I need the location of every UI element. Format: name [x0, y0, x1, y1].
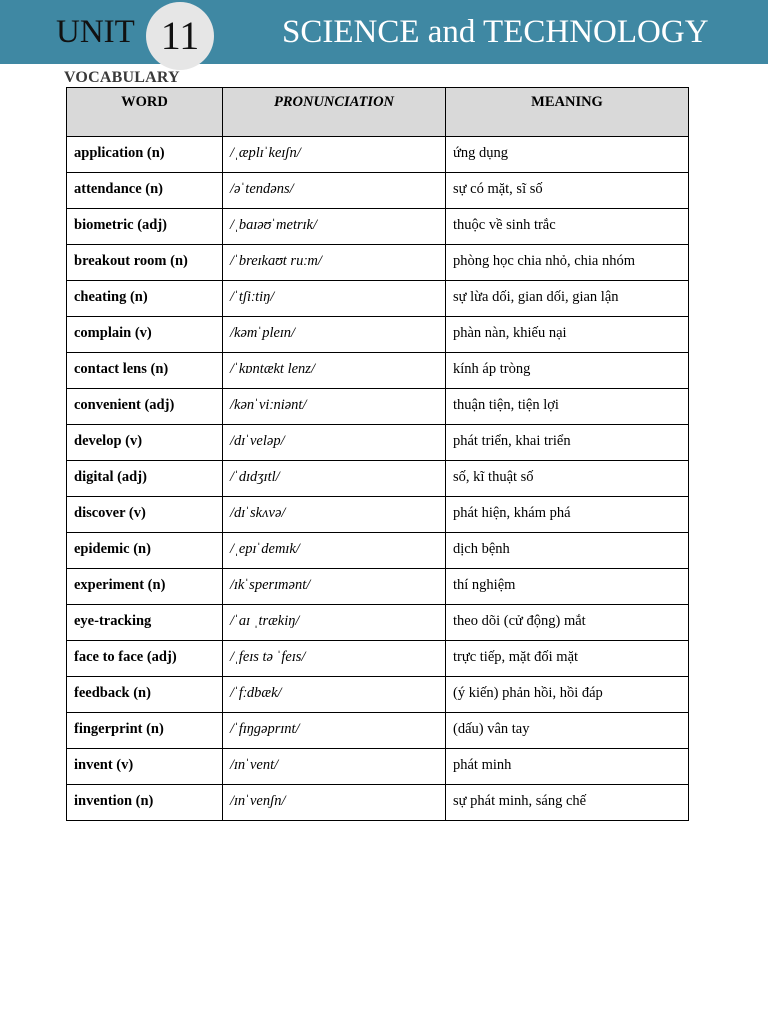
- meaning-cell: phòng học chia nhỏ, chia nhóm: [446, 245, 689, 281]
- meaning-cell: phàn nàn, khiếu nại: [446, 317, 689, 353]
- unit-title: SCIENCE and TECHNOLOGY: [282, 14, 709, 50]
- unit-label: UNIT: [56, 14, 135, 50]
- word-cell: face to face (adj): [67, 641, 223, 677]
- column-header-pronunciation: PRONUNCIATION: [223, 88, 446, 137]
- pronunciation-cell: /ɪnˈvenʃn/: [223, 785, 446, 821]
- word-cell: invent (v): [67, 749, 223, 785]
- word-cell: fingerprint (n): [67, 713, 223, 749]
- table-row: [67, 389, 689, 425]
- pronunciation-cell: /ˈtʃiːtiŋ/: [223, 281, 446, 317]
- pronunciation-cell: /dɪˈskʌvə/: [223, 497, 446, 533]
- pronunciation-cell: /kənˈviːniənt/: [223, 389, 446, 425]
- word-cell: contact lens (n): [67, 353, 223, 389]
- pronunciation-cell: /ˈdɪdʒɪtl/: [223, 461, 446, 497]
- table-row: [67, 353, 689, 389]
- column-header-meaning: MEANING: [446, 88, 689, 137]
- meaning-cell: phát hiện, khám phá: [446, 497, 689, 533]
- word-cell: epidemic (n): [67, 533, 223, 569]
- meaning-cell: (ý kiến) phản hồi, hồi đáp: [446, 677, 689, 713]
- table-row: [67, 245, 689, 281]
- unit-number: 11: [160, 13, 200, 58]
- table-row: [67, 425, 689, 461]
- column-header-word: WORD: [67, 88, 223, 137]
- pronunciation-cell: /əˈtendəns/: [223, 173, 446, 209]
- pronunciation-cell: /ˌæplɪˈkeɪʃn/: [223, 137, 446, 173]
- meaning-cell: thí nghiệm: [446, 569, 689, 605]
- word-cell: application (n): [67, 137, 223, 173]
- meaning-cell: sự có mặt, sĩ số: [446, 173, 689, 209]
- meaning-cell: ứng dụng: [446, 137, 689, 173]
- table-header-row: [67, 88, 689, 137]
- table-row: [67, 605, 689, 641]
- pronunciation-cell: /ɪnˈvent/: [223, 749, 446, 785]
- pronunciation-cell: /ˈfːdbæk/: [223, 677, 446, 713]
- table-row: [67, 173, 689, 209]
- table-row: [67, 713, 689, 749]
- vocabulary-table: [66, 87, 689, 821]
- pronunciation-cell: /ˈkɒntækt lenz/: [223, 353, 446, 389]
- word-cell: digital (adj): [67, 461, 223, 497]
- meaning-cell: thuộc về sinh trắc: [446, 209, 689, 245]
- pronunciation-cell: /dɪˈveləp/: [223, 425, 446, 461]
- table-row: [67, 281, 689, 317]
- pronunciation-cell: /ˈaɪ ˌtrækiŋ/: [223, 605, 446, 641]
- table-row: [67, 461, 689, 497]
- table-row: [67, 317, 689, 353]
- word-cell: complain (v): [67, 317, 223, 353]
- meaning-cell: (dấu) vân tay: [446, 713, 689, 749]
- table-row: [67, 533, 689, 569]
- meaning-cell: dịch bệnh: [446, 533, 689, 569]
- meaning-cell: theo dõi (cử động) mắt: [446, 605, 689, 641]
- word-cell: invention (n): [67, 785, 223, 821]
- pronunciation-cell: /ɪkˈsperɪmənt/: [223, 569, 446, 605]
- word-cell: feedback (n): [67, 677, 223, 713]
- pronunciation-cell: /kəmˈpleɪn/: [223, 317, 446, 353]
- table-row: [67, 569, 689, 605]
- word-cell: breakout room (n): [67, 245, 223, 281]
- meaning-cell: kính áp tròng: [446, 353, 689, 389]
- table-row: [67, 677, 689, 713]
- meaning-cell: phát triển, khai triển: [446, 425, 689, 461]
- word-cell: biometric (adj): [67, 209, 223, 245]
- pronunciation-cell: /ˈfɪŋgəprɪnt/: [223, 713, 446, 749]
- table-row: [67, 785, 689, 821]
- table-row: [67, 749, 689, 785]
- pronunciation-cell: /ˌbaɪəʊˈmetrɪk/: [223, 209, 446, 245]
- word-cell: discover (v): [67, 497, 223, 533]
- meaning-cell: sự phát minh, sáng chế: [446, 785, 689, 821]
- word-cell: experiment (n): [67, 569, 223, 605]
- section-label: VOCABULARY: [64, 69, 180, 86]
- meaning-cell: sự lừa dối, gian dối, gian lận: [446, 281, 689, 317]
- table-row: [67, 137, 689, 173]
- meaning-cell: số, kĩ thuật số: [446, 461, 689, 497]
- meaning-cell: phát minh: [446, 749, 689, 785]
- table-row: [67, 497, 689, 533]
- word-cell: cheating (n): [67, 281, 223, 317]
- table-row: [67, 641, 689, 677]
- pronunciation-cell: /ˌfeɪs tə ˈfeɪs/: [223, 641, 446, 677]
- pronunciation-cell: /ˈbreɪkaʊt ruːm/: [223, 245, 446, 281]
- unit-number-badge: [146, 2, 214, 70]
- word-cell: develop (v): [67, 425, 223, 461]
- meaning-cell: trực tiếp, mặt đối mặt: [446, 641, 689, 677]
- word-cell: eye-tracking: [67, 605, 223, 641]
- word-cell: attendance (n): [67, 173, 223, 209]
- table-row: [67, 209, 689, 245]
- pronunciation-cell: /ˌepɪˈdemɪk/: [223, 533, 446, 569]
- meaning-cell: thuận tiện, tiện lợi: [446, 389, 689, 425]
- word-cell: convenient (adj): [67, 389, 223, 425]
